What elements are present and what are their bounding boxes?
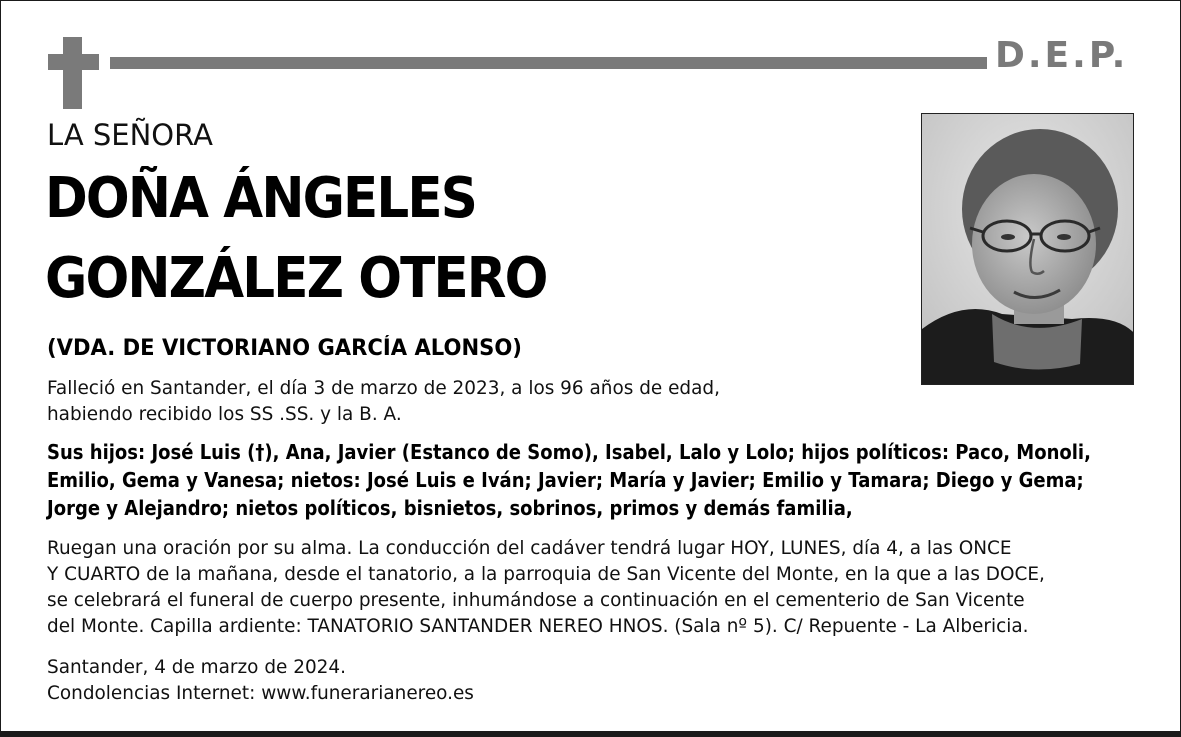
widow-of: (VDA. DE VICTORIANO GARCÍA ALONSO) (47, 336, 522, 361)
date-line: Santander, 4 de marzo de 2024. (47, 656, 346, 678)
ceremony-line: del Monte. Capilla ardiente: TANATORIO SANTANDER NEREO HNOS. (Sala nº 5). C/ Repuente - La Albericia. (47, 615, 1029, 637)
ceremony-details (47, 535, 1045, 639)
family-list (47, 438, 1091, 522)
ceremony-line: Ruegan una oración por su alma. La conducción del cadáver tendrá lugar HOY, LUNES, día 4, a las ONCE (47, 537, 1012, 559)
deceased-name-line1: DOÑA ÁNGELES (45, 166, 477, 231)
portrait-photo (921, 113, 1134, 385)
condolences-line: Condolencias Internet: www.funerarianereo.es (47, 682, 474, 704)
death-notice-line: habiendo recibido los SS .SS. y la B. A. (47, 403, 402, 425)
cross-icon (63, 37, 82, 109)
deceased-name-line2: GONZÁLEZ OTERO (45, 246, 547, 311)
family-line: Jorge y Alejandro; nietos políticos, bisnietos, sobrinos, primos y demás familia, (47, 496, 853, 520)
portrait-image (922, 114, 1134, 385)
footer (47, 654, 474, 706)
family-line: Sus hijos: José Luis (†), Ana, Javier (Estanco de Somo), Isabel, Lalo y Lolo; hijos políticos: Paco, Monoli, (47, 440, 1091, 464)
ceremony-line: Y CUARTO de la mañana, desde el tanatorio, a la parroquia de San Vicente del Monte, en la que a las DOCE, (47, 563, 1045, 585)
ceremony-line: se celebrará el funeral de cuerpo presente, inhumándose a continuación en el cementerio de San Vicente (47, 589, 1025, 611)
family-line: Emilio, Gema y Vanesa; nietos: José Luis e Iván; Javier; María y Javier; Emilio y Tamara; Diego y Gema; (47, 468, 1084, 492)
death-notice (47, 375, 720, 427)
death-notice-line: Falleció en Santander, el día 3 de marzo de 2023, a los 96 años de edad, (47, 377, 720, 399)
cross-icon-bar (48, 54, 99, 70)
honorific: LA SEÑORA (47, 118, 213, 152)
dep-label: D.E.P. (995, 35, 1129, 76)
header-rule (110, 57, 987, 69)
